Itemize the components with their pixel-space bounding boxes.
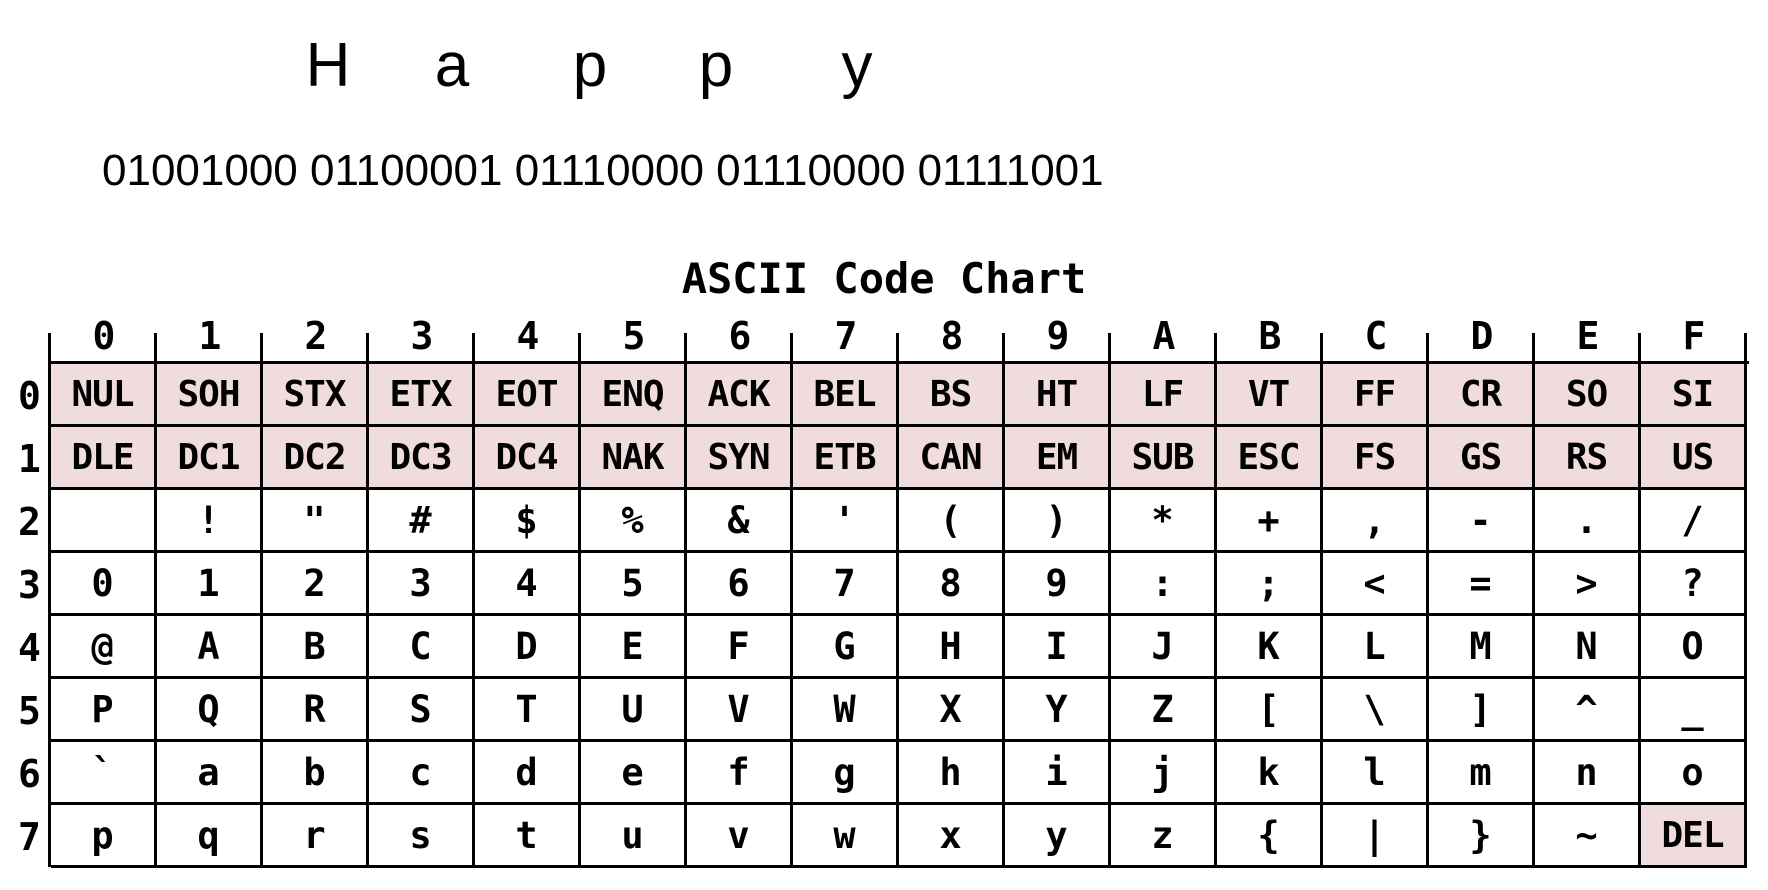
character-cell: k — [1217, 742, 1323, 805]
character-cell: & — [687, 490, 793, 553]
character-cell: b — [263, 742, 369, 805]
control-code-cell: SI — [1641, 364, 1747, 427]
header-tick — [472, 333, 475, 363]
character-cell: z — [1111, 805, 1217, 868]
character-cell: U — [581, 679, 687, 742]
character-cell: C — [369, 616, 475, 679]
character-cell: L — [1323, 616, 1429, 679]
control-code-cell: FS — [1323, 427, 1429, 490]
word-letter-y: y — [841, 31, 873, 100]
column-header-8: 8 — [940, 314, 964, 358]
header-tick — [1320, 333, 1323, 363]
character-cell: 5 — [581, 553, 687, 616]
character-cell: s — [369, 805, 475, 868]
character-cell: % — [581, 490, 687, 553]
control-code-cell: BS — [899, 364, 1005, 427]
character-cell: h — [899, 742, 1005, 805]
control-code-cell: ACK — [687, 364, 793, 427]
character-cell: a — [157, 742, 263, 805]
character-cell: < — [1323, 553, 1429, 616]
character-cell: _ — [1641, 679, 1747, 742]
character-cell: 9 — [1005, 553, 1111, 616]
character-cell: \ — [1323, 679, 1429, 742]
character-cell: ? — [1641, 553, 1747, 616]
column-header-9: 9 — [1046, 314, 1070, 358]
character-cell: $ — [475, 490, 581, 553]
character-cell: ) — [1005, 490, 1111, 553]
character-cell: N — [1535, 616, 1641, 679]
character-cell: } — [1429, 805, 1535, 868]
character-cell: , — [1323, 490, 1429, 553]
character-cell: > — [1535, 553, 1641, 616]
character-cell: e — [581, 742, 687, 805]
character-cell: . — [1535, 490, 1641, 553]
character-cell: [ — [1217, 679, 1323, 742]
character-cell: = — [1429, 553, 1535, 616]
column-header-e: E — [1576, 314, 1600, 358]
control-code-cell: SOH — [157, 364, 263, 427]
control-code-cell: DC4 — [475, 427, 581, 490]
character-cell: u — [581, 805, 687, 868]
header-tick — [1744, 333, 1747, 363]
character-cell: H — [899, 616, 1005, 679]
character-cell: # — [369, 490, 475, 553]
character-cell: l — [1323, 742, 1429, 805]
column-header-c: C — [1364, 314, 1388, 358]
character-cell: E — [581, 616, 687, 679]
column-header-2: 2 — [304, 314, 328, 358]
character-cell: | — [1323, 805, 1429, 868]
header-tick — [684, 333, 687, 363]
control-code-cell: DC2 — [263, 427, 369, 490]
character-cell: p — [51, 805, 157, 868]
character-cell: { — [1217, 805, 1323, 868]
header-tick — [896, 333, 899, 363]
character-cell: G — [793, 616, 899, 679]
word-letter-p1: p — [572, 31, 608, 100]
character-cell: t — [475, 805, 581, 868]
column-header-a: A — [1152, 314, 1176, 358]
control-code-cell: DC3 — [369, 427, 475, 490]
control-code-cell: EOT — [475, 364, 581, 427]
word-letter-p2: p — [698, 31, 734, 100]
character-cell: B — [263, 616, 369, 679]
control-code-cell: HT — [1005, 364, 1111, 427]
character-cell: ( — [899, 490, 1005, 553]
row-header-2: 2 — [18, 500, 41, 544]
word-letter-h: H — [305, 31, 351, 100]
row-header-4: 4 — [18, 626, 41, 670]
character-cell: @ — [51, 616, 157, 679]
header-tick — [48, 333, 51, 363]
character-cell: Q — [157, 679, 263, 742]
control-code-cell: STX — [263, 364, 369, 427]
control-code-cell: LF — [1111, 364, 1217, 427]
column-header-3: 3 — [410, 314, 434, 358]
control-code-cell: DLE — [51, 427, 157, 490]
character-cell: x — [899, 805, 1005, 868]
character-cell: X — [899, 679, 1005, 742]
header-tick — [260, 333, 263, 363]
header-tick — [1002, 333, 1005, 363]
control-code-cell: SUB — [1111, 427, 1217, 490]
control-code-cell: ENQ — [581, 364, 687, 427]
control-code-cell: SO — [1535, 364, 1641, 427]
character-cell: g — [793, 742, 899, 805]
control-code-cell: FF — [1323, 364, 1429, 427]
character-cell: V — [687, 679, 793, 742]
character-cell: Z — [1111, 679, 1217, 742]
character-cell: - — [1429, 490, 1535, 553]
header-tick — [1638, 333, 1641, 363]
control-code-cell: CAN — [899, 427, 1005, 490]
character-cell: M — [1429, 616, 1535, 679]
ascii-grid — [48, 361, 1749, 867]
chart-title: ASCII Code Chart — [681, 254, 1087, 303]
character-cell: Y — [1005, 679, 1111, 742]
row-header-6: 6 — [18, 752, 41, 796]
control-code-cell: SYN — [687, 427, 793, 490]
character-cell: 6 — [687, 553, 793, 616]
character-cell: q — [157, 805, 263, 868]
column-header-7: 7 — [834, 314, 858, 358]
control-code-cell: VT — [1217, 364, 1323, 427]
control-code-cell: ETB — [793, 427, 899, 490]
character-cell: n — [1535, 742, 1641, 805]
row-header-5: 5 — [18, 689, 41, 733]
character-cell: F — [687, 616, 793, 679]
character-cell: " — [263, 490, 369, 553]
row-header-0: 0 — [18, 374, 41, 418]
character-cell: 4 — [475, 553, 581, 616]
header-tick — [366, 333, 369, 363]
character-cell: 3 — [369, 553, 475, 616]
character-cell: j — [1111, 742, 1217, 805]
character-cell: ^ — [1535, 679, 1641, 742]
header-tick — [578, 333, 581, 363]
row-header-3: 3 — [18, 563, 41, 607]
control-code-cell: GS — [1429, 427, 1535, 490]
column-header-4: 4 — [516, 314, 540, 358]
character-cell: / — [1641, 490, 1747, 553]
character-cell: R — [263, 679, 369, 742]
character-cell: S — [369, 679, 475, 742]
character-cell: D — [475, 616, 581, 679]
character-cell: d — [475, 742, 581, 805]
character-cell: * — [1111, 490, 1217, 553]
character-cell: r — [263, 805, 369, 868]
header-tick — [1426, 333, 1429, 363]
control-code-cell: EM — [1005, 427, 1111, 490]
row-header-7: 7 — [18, 815, 41, 859]
control-code-cell: CR — [1429, 364, 1535, 427]
character-cell: 0 — [51, 553, 157, 616]
column-header-1: 1 — [198, 314, 222, 358]
character-cell: ` — [51, 742, 157, 805]
control-code-cell: ESC — [1217, 427, 1323, 490]
column-header-b: B — [1258, 314, 1282, 358]
binary-encoding: 01001000 01100001 01110000 01110000 01111001 — [102, 146, 1104, 195]
column-header-5: 5 — [622, 314, 646, 358]
character-cell: m — [1429, 742, 1535, 805]
character-cell: ~ — [1535, 805, 1641, 868]
character-cell: W — [793, 679, 899, 742]
header-tick — [1108, 333, 1111, 363]
control-code-cell: NAK — [581, 427, 687, 490]
header-tick — [790, 333, 793, 363]
character-cell: 8 — [899, 553, 1005, 616]
header-tick — [1532, 333, 1535, 363]
control-code-cell: DEL — [1641, 805, 1747, 868]
character-cell: : — [1111, 553, 1217, 616]
character-cell: K — [1217, 616, 1323, 679]
word-letter-a: a — [434, 31, 470, 100]
control-code-cell: NUL — [51, 364, 157, 427]
character-cell: J — [1111, 616, 1217, 679]
character-cell: i — [1005, 742, 1111, 805]
control-code-cell: US — [1641, 427, 1747, 490]
character-cell: 1 — [157, 553, 263, 616]
character-cell: I — [1005, 616, 1111, 679]
character-cell: ' — [793, 490, 899, 553]
column-header-d: D — [1470, 314, 1494, 358]
character-cell: f — [687, 742, 793, 805]
character-cell: c — [369, 742, 475, 805]
column-header-f: F — [1682, 314, 1706, 358]
character-cell: ; — [1217, 553, 1323, 616]
character-cell: P — [51, 679, 157, 742]
character-cell: T — [475, 679, 581, 742]
header-tick — [1214, 333, 1217, 363]
row-header-1: 1 — [18, 437, 41, 481]
character-cell: A — [157, 616, 263, 679]
character-cell: y — [1005, 805, 1111, 868]
header-tick — [154, 333, 157, 363]
control-code-cell: RS — [1535, 427, 1641, 490]
column-header-0: 0 — [92, 314, 116, 358]
character-cell: ! — [157, 490, 263, 553]
column-header-6: 6 — [728, 314, 752, 358]
character-cell: O — [1641, 616, 1747, 679]
character-cell: o — [1641, 742, 1747, 805]
character-cell — [51, 490, 157, 553]
control-code-cell: DC1 — [157, 427, 263, 490]
character-cell: + — [1217, 490, 1323, 553]
control-code-cell: ETX — [369, 364, 475, 427]
control-code-cell: BEL — [793, 364, 899, 427]
character-cell: 7 — [793, 553, 899, 616]
character-cell: v — [687, 805, 793, 868]
character-cell: 2 — [263, 553, 369, 616]
character-cell: w — [793, 805, 899, 868]
character-cell: ] — [1429, 679, 1535, 742]
